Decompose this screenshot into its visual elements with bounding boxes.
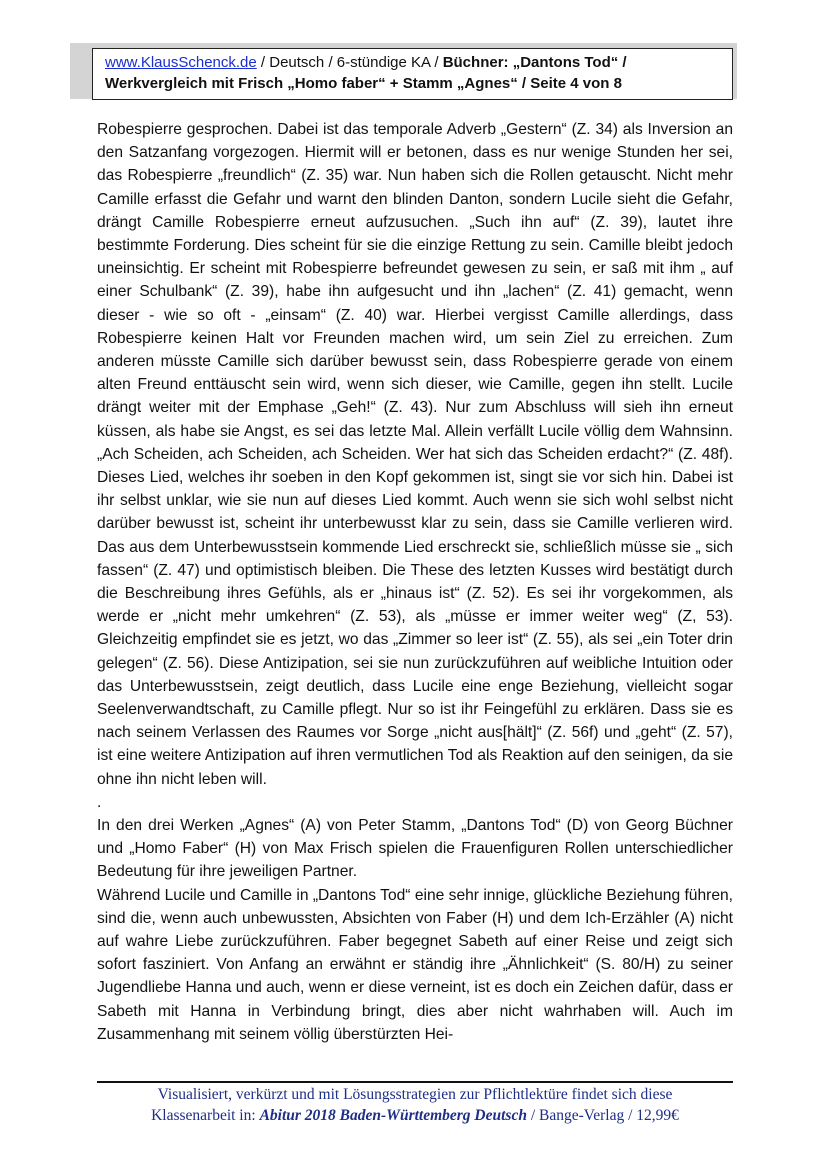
body-paragraph-2: In den drei Werken „Agnes“ (A) von Peter Stamm, „Dantons Tod“ (D) von Georg Büchner und „Homo Faber“ (H) von Max Frisch spielen die Frauenfiguren Rollen unterschiedlicher Bedeutung für ihre jeweiligen Partner. bbox=[97, 816, 733, 881]
footer-publisher: / Bange-Verlag / 12,99€ bbox=[526, 1107, 679, 1124]
header-comparison-title: Werkvergleich mit Frisch „Homo faber“ + Stamm „Agnes“ / bbox=[105, 75, 527, 92]
body-paragraph-1: Robespierre gesprochen. Dabei ist das temporale Adverb „Gestern“ (Z. 34) als Inversion an den Satzanfang vorgezogen. Hiermit will er betonen, dass es nur wenige Stunden her sei, das Robespierre „freundlich“ (Z. 35) war. Nun haben sich die Rollen getauscht. Nicht mehr Camille erfasst die Gefahr und warnt den blinden Danton, sondern Lucile sieht die Gefahr, drängt Camille Robespierre erneut aufzusuchen. „Such ihn auf“ (Z. 39), lautet ihre bestimmte Forderung. Dies scheint für sie die einzige Rettung zu sein. Camille bleibt jedoch uneinsichtig. Er scheint mit Robespierre befreundet gewesen zu sein, er saß mit ihm „ auf einer Schulbank“ (Z. 39), habe ihn aufgesucht und ihn „lachen“ (Z. 41) gemacht, wenn dieser - wie so oft - „einsam“ (Z. 40) war. Hierbei vergisst Camille allerdings, dass Robespierre keinen Halt vor Freunden machen wird, um sein Ziel zu erreichen. Zum anderen müsste Camille sich darüber bewusst sein, dass Robespierre gerade von einem alten Freund enttäuscht sein wird, wenn sich dieser, wie Camille, gegen ihn stellt. Lucile drängt weiter mit der Emphase „Geh!“ (Z. 43). Nur zum Abschluss will sieh ihn erneut küssen, als habe sie Angst, es sei das letzte Mal. Allein verfällt Lucile völlig dem Wahnsinn. „Ach Scheiden, ach Scheiden, ach Scheiden. Wer hat sich das Scheiden erdacht?“ (Z. 48f). Dieses Lied, welches ihr soeben in den Kopf gekommen ist, singt sie vor sich hin. Dabei ist ihr selbst unklar, wie sie nun auf dieses Lied kommt. Auch wenn sie sich wohl selbst nicht darüber bewusst ist, scheint ihr unterbewusst klar zu sein, dass sie Camille verlieren wird. Das aus dem Unterbewusstsein kommende Lied erschreckt sie, schließlich müsse sie „ sich fassen“ (Z. 47) und optimistisch bleiben. Die These des letzten Kusses wird bestätigt durch die Beschreibung ihres Gefühls, als er „hinaus ist“ (Z. 52). Es sei ihr vorgekommen, als werde er „nicht mehr umkehren“ (Z. 53), als „müsse er immer weiter weg“ (Z, 53). Gleichzeitig empfindet sie es jetzt, wo das „Zimmer so leer ist“ (Z. 55), als sei „ein Toter drin gelegen“ (Z. 56). Diese Antizipation, sei sie nun zurückzuführen auf weibliche Intuition oder das Unterbewusstsein, zeigt deutlich, dass Lucile eine enge Beziehung, vielleicht sogar Seelenverwandtschaft, zu Camille pflegt. Nur so ist ihr Feingefühl zu erklären. Dass sie es nach seinem Verlassen des Raumes vor Sorge „nicht aus[hält]“ (Z. 56f) und „geht“ (Z. 57), ist eine weitere Antizipation auf ihren vermutlichen Tod als Reaktion auf den seinigen, da sie ohne ihn nicht leben will. bbox=[97, 121, 733, 788]
footer-line-2 bbox=[97, 1105, 733, 1126]
header-work-title: Büchner: „Dantons Tod“ / bbox=[442, 54, 627, 71]
document-body bbox=[97, 118, 733, 1046]
footer-book-title: Abitur 2018 Baden-Württemberg Deutsch bbox=[259, 1107, 527, 1124]
footer-prefix: Klassenarbeit in: bbox=[151, 1107, 260, 1124]
header-subject: / Deutsch / 6-stündige KA / bbox=[256, 54, 443, 71]
website-link[interactable]: www.KlausSchenck.de bbox=[105, 54, 257, 71]
header-line-2 bbox=[105, 73, 732, 94]
footer-divider bbox=[97, 1081, 733, 1083]
page-header bbox=[92, 48, 733, 100]
page-number: Seite 4 von 8 bbox=[526, 75, 622, 92]
paragraph-separator: . bbox=[97, 793, 102, 811]
footer-line-1: Visualisiert, verkürzt und mit Lösungsstrategien zur Pflichtlektüre findet sich diese bbox=[157, 1086, 673, 1103]
body-paragraph-3: Während Lucile und Camille in „Dantons Tod“ eine sehr innige, glückliche Beziehung führen, sind die, wenn auch unbewussten, Absichten von Faber (H) und dem Ich-Erzähler (A) nicht auf wahre Liebe zurückzuführen. Faber begegnet Sabeth auf einer Reise und zeigt sich sofort fasziniert. Von Anfang an erwähnt er ständig ihre „Ähnlichkeit“ (S. 80/H) zu seiner Jugendliebe Hanna und auch, wenn er diese verneint, ist es doch ein Zeichen dafür, dass er Sabeth mit Hanna in Verbindung bringt, dies aber nicht wahrhaben will. Auch im Zusammenhang mit seinem völlig überstürzten Hei- bbox=[97, 886, 733, 1043]
header-line-1 bbox=[105, 52, 732, 73]
page-footer bbox=[97, 1084, 733, 1126]
